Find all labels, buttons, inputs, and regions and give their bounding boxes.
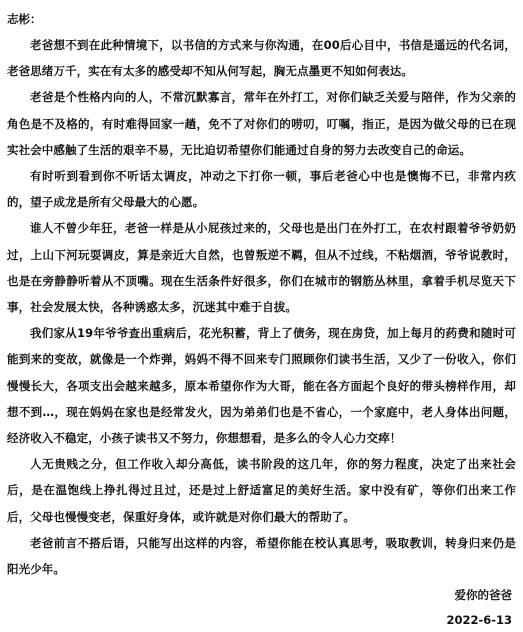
letter-paragraph: 老爸是个性格内向的人，不常沉默寡言，常年在外打工，对你们缺乏关爱与陪伴，作为父亲的角色是不及格的，有时难得回家一趟，免不了对你们的唠叨，叮嘱，指正，是因为做父母的已在现实社会中感触了生活的艰辛不易，无比迫切希望你们能通过自身的努力去改变自己的命运。 [7,90,516,157]
letter-paragraph: 人无贵贱之分，但工作收入却分高低，读书阶段的这几年，你的努力程度，决定了出来社会后，是在温饱线上挣扎得过且过，还是过上舒适富足的美好生活。家中没有矿，等你们出来工作后，父母也慢慢变老，保重好身体，或许就是对你们最大的帮助了。 [7,457,516,524]
letter-paragraph: 老爸前言不搭后语，只能写出这样的内容，希望你能在校认真思考，吸取教训，转身归来仍是阳光少年。 [7,535,516,577]
letter-paragraph: 我们家从19年爷爷查出重病后，花光积蓄，背上了债务，现在房贷，加上每月的药费和随时可能到来的变故，就像是一个炸弹，妈妈不得不回来专门照顾你们读书生活，又少了一份收入，你们慢慢长大，各项支出会越来越多，原本希望你作为大哥，能在各方面起个良好的带头榜样作用，却想不到…，现在妈妈在家也是经常发火，因为弟弟们也是不省心，一个家庭中，老人身体出问题，经济收入不稳定，小孩子读书又不努力，你想想看，是多么的令人心力交瘁！ [7,326,516,446]
letter-signature: 爱你的爸爸 [454,588,512,603]
letter-paragraph: 老爸想不到在此种情境下，以书信的方式来与你沟通，在00后心目中，书信是遥远的代名词，老爸思绪万千，实在有太多的感受却不知从何写起，胸无点墨更不知如何表达。 [7,38,516,79]
letter-paragraph: 谁人不曾少年狂，老爸一样是从小屁孩过来的，父母也是出门在外打工，在农村跟着爷爷奶奶过，上山下河玩耍调皮，算是亲近大自然，也曾叛逆不羁，但从不过线，不粘烟酒，爷爷说教时，也是在旁静静听着从不顶嘴。现在生活条件好很多，你们在城市的钢筋丛林里，拿着手机尽览天下事，社会发展太快，各种诱惑太多，沉迷其中难于自拔。 [7,221,516,315]
letter-paragraph: 有时听到看到你不听话太调皮，冲动之下打你一顿，事后老爸心中也是懊悔不已，非常内疚的，望子成龙是所有父母最大的心愿。 [7,169,516,210]
letter-date: 2022-6-13 [446,613,512,628]
letter-salutation: 志彬： [7,12,42,26]
